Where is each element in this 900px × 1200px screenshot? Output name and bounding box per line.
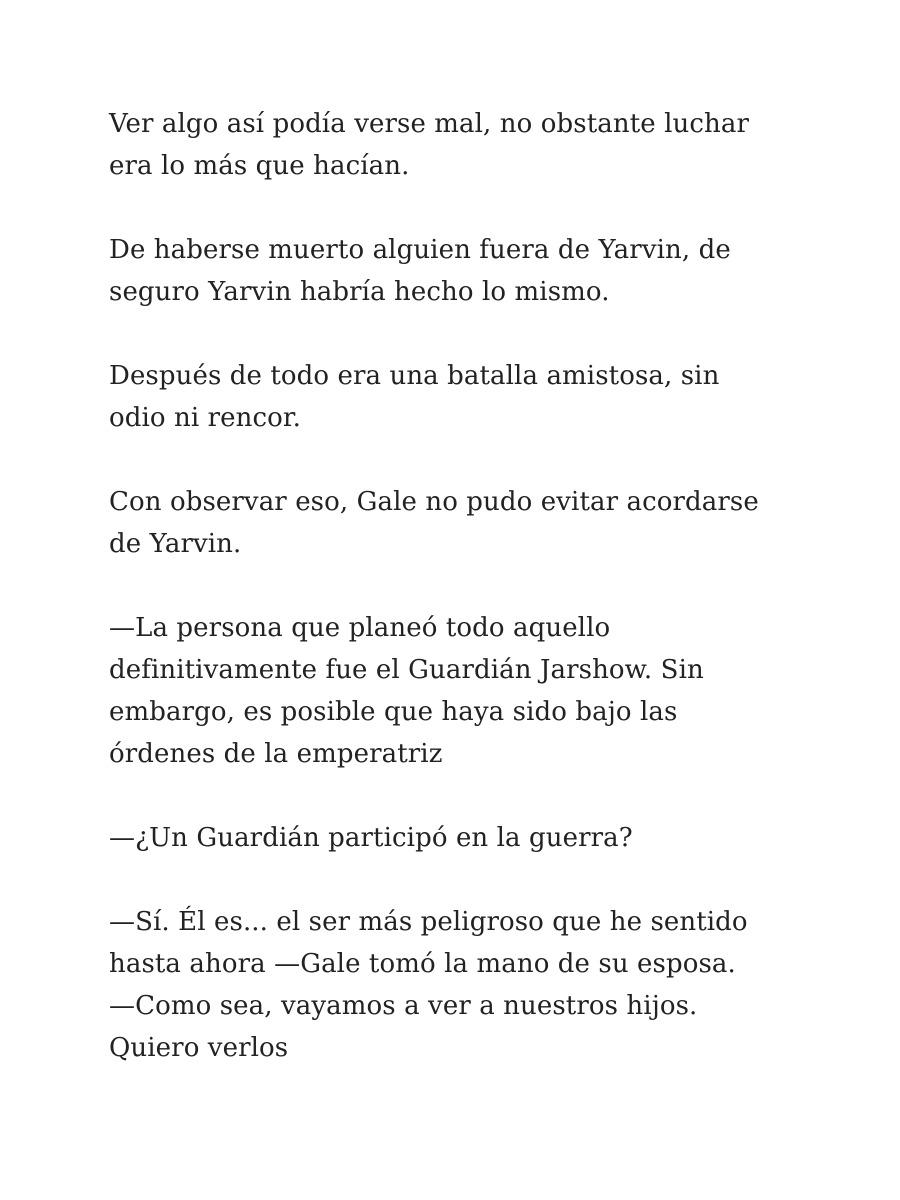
text-line: De haberse muerto alguien fuera de Yarvin, de [109, 235, 731, 265]
paragraph [109, 355, 809, 439]
text-line: —Sí. Él es... el ser más peligroso que he sentido [109, 907, 748, 937]
text-line: era lo más que hacían. [109, 151, 410, 181]
text-line: Después de todo era una batalla amistosa, sin [109, 361, 720, 391]
paragraph [109, 481, 809, 565]
text-line: definitivamente fue el Guardián Jarshow. Sin [109, 655, 704, 685]
text-line: embargo, es posible que haya sido bajo las [109, 697, 678, 727]
text-line: odio ni rencor. [109, 403, 301, 433]
paragraph [109, 103, 809, 187]
paragraph [109, 607, 809, 775]
paragraph [109, 229, 809, 313]
text-line: de Yarvin. [109, 529, 242, 559]
text-line: —Como sea, vayamos a ver a nuestros hijos. [109, 991, 698, 1021]
text-line: —La persona que planeó todo aquello [109, 613, 611, 643]
text-line: Quiero verlos [109, 1033, 289, 1063]
text-line: Ver algo así podía verse mal, no obstante luchar [109, 109, 749, 139]
text-body [109, 103, 809, 1069]
text-line: Con observar eso, Gale no pudo evitar acordarse [109, 487, 759, 517]
paragraph [109, 817, 809, 859]
text-line: órdenes de la emperatriz [109, 739, 443, 769]
paragraph [109, 901, 809, 1069]
text-line: seguro Yarvin habría hecho lo mismo. [109, 277, 610, 307]
text-line: —¿Un Guardián participó en la guerra? [109, 823, 633, 853]
text-line: hasta ahora —Gale tomó la mano de su esposa. [109, 949, 736, 979]
